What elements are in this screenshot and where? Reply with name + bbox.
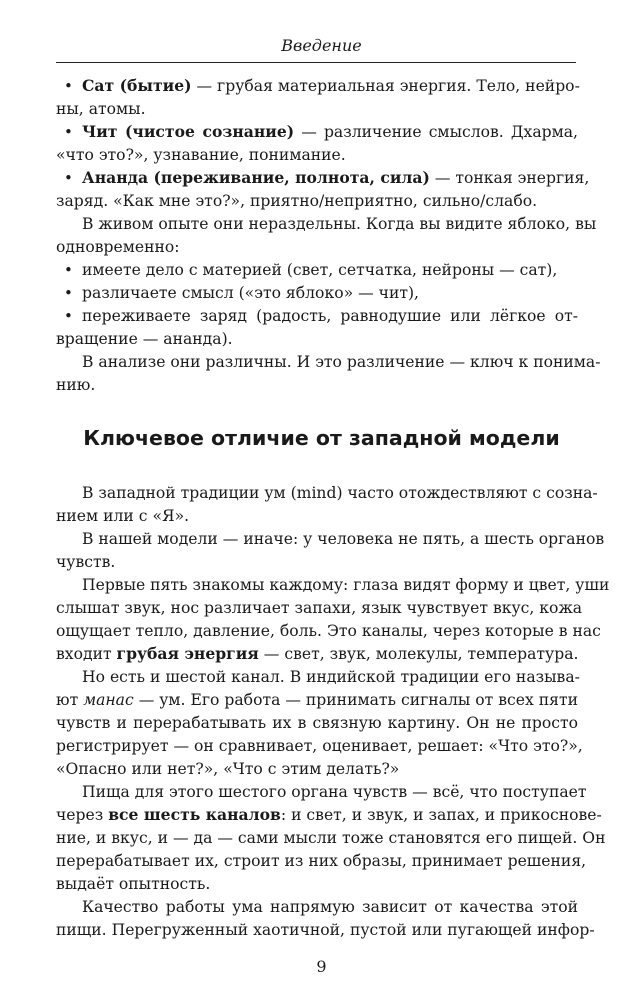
bullet-marker: • — [64, 123, 73, 141]
bullet-marker: • — [64, 284, 73, 302]
text-line: ощущает тепло, давление, боль. Это каналы, через которые в нас — [56, 622, 601, 640]
text-line: Качество работы ума напрямую зависит от качества этой — [82, 898, 578, 916]
text-line: чувств. — [56, 553, 116, 571]
text-line: регистрирует — он сравнивает, оценивает, решает: «Что это?», — [56, 737, 583, 755]
text-line: имеете дело с материей (свет, сетчатка, нейроны — сат), — [82, 261, 558, 279]
text-line: Первые пять знакомы каждому: глаза видят форму и цвет, уши — [82, 576, 610, 594]
text-line: заряд. «Как мне это?», приятно/неприятно, сильно/слабо. — [56, 192, 538, 210]
text-line: «Опасно или нет?», «Что с этим делать?» — [56, 760, 400, 778]
text-line: В живом опыте они нераздельны. Когда вы видите яблоко, вы — [82, 215, 597, 233]
text-line: нием или с «Я». — [56, 507, 190, 525]
text-line: слышат звук, нос различает запахи, язык чувствует вкус, кожа — [56, 599, 583, 617]
text-line: Но есть и шестой канал. В индийской традиции его называ- — [82, 668, 580, 686]
text-line: Чит (чистое сознание) — различение смыслов. Дхарма, — [82, 122, 578, 141]
text-line: различаете смысл («это яблоко» — чит), — [82, 284, 420, 302]
text-line: пищи. Перегруженный хаотичной, пустой или пугающей инфор- — [56, 921, 595, 939]
page-number: 9 — [316, 957, 327, 976]
text-line: перерабатывает их, строит из них образы, принимает решения, — [56, 852, 587, 870]
text-line: одновременно: — [56, 238, 180, 256]
text-line: Ананда (переживание, полнота, сила) — тонкая энергия, — [82, 168, 590, 187]
text-line: Сат (бытие) — грубая материальная энергия. Тело, нейро- — [82, 76, 580, 95]
header-rule — [56, 62, 576, 63]
text-line: «что это?», узнавание, понимание. — [56, 146, 346, 164]
text-line: ны, атомы. — [56, 100, 146, 118]
text-line: нию. — [56, 376, 96, 394]
section-heading: Ключевое отличие от западной модели — [83, 426, 560, 450]
text-line: В анализе они различны. И это различение — ключ к понима- — [82, 353, 601, 371]
text-line: выдаёт опытность. — [56, 875, 211, 893]
text-line: переживаете заряд (радость, равнодушие или лёгкое от- — [82, 307, 578, 325]
text-line: ют манас — ум. Его работа — принимать сигналы от всех пяти — [56, 691, 579, 709]
text-line: ние, и вкус, и — да — сами мысли тоже становятся его пищей. Он — [56, 829, 606, 847]
bullet-marker: • — [64, 261, 73, 279]
running-header: Введение — [281, 36, 362, 55]
text-line: через все шесть каналов: и свет, и звук, и запах, и прикоснове- — [56, 805, 602, 824]
bullet-marker: • — [64, 307, 73, 325]
text-line: В западной традиции ум (mind) часто отождествляют с созна- — [82, 484, 598, 502]
bullet-marker: • — [64, 77, 73, 95]
text-line: Пища для этого шестого органа чувств — всё, что поступает — [82, 783, 587, 801]
text-line: В нашей модели — иначе: у человека не пять, а шесть органов — [82, 530, 605, 548]
text-line: входит грубая энергия — свет, звук, молекулы, температура. — [56, 644, 579, 663]
bullet-marker: • — [64, 169, 73, 187]
text-line: чувств и перерабатывать их в связную картину. Он не просто — [56, 714, 578, 732]
text-line: вращение — ананда). — [56, 330, 233, 348]
